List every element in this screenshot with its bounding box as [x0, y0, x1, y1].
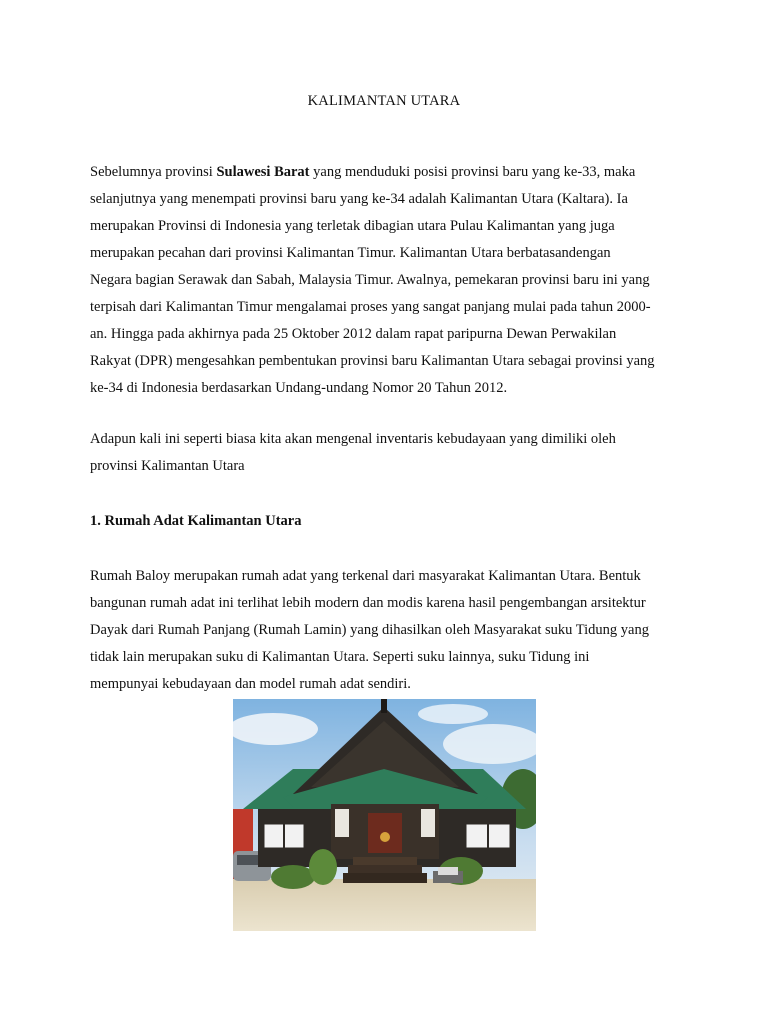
- paragraph-line: an. Hingga pada akhirnya pada 25 Oktober 2012 dalam rapat paripurna Dewan Perwakilan: [90, 326, 617, 342]
- paragraph-line: bangunan rumah adat ini terlihat lebih modern dan modis karena hasil pengembangan arsitektur: [90, 595, 646, 611]
- paragraph-line: terpisah dari Kalimantan Timur mengalamai proses yang sangat panjang mulai pada tahun 2000-: [90, 299, 651, 315]
- paragraph-line: merupakan Provinsi di Indonesia yang terletak dibagian utara Pulau Kalimantan yang juga: [90, 218, 615, 234]
- rumah-baloy-photo: [233, 699, 536, 931]
- paragraph-line: ke-34 di Indonesia berdasarkan Undang-undang Nomor 20 Tahun 2012.: [90, 380, 508, 396]
- paragraph-line: Negara bagian Serawak dan Sabah, Malaysia Timur. Awalnya, pemekaran provinsi baru ini yang: [90, 272, 650, 288]
- text-run: Sebelumnya provinsi: [90, 164, 217, 180]
- paragraph-line: Adapun kali ini seperti biasa kita akan mengenal inventaris kebudayaan yang dimiliki oleh: [90, 431, 616, 447]
- paragraph-line: Rakyat (DPR) mengesahkan pembentukan provinsi baru Kalimantan Utara sebagai provinsi yang: [90, 353, 655, 369]
- text-run: yang menduduki posisi provinsi baru yang ke-33, maka: [309, 164, 636, 180]
- bold-text-sulawesi-barat: Sulawesi Barat: [216, 164, 310, 180]
- paragraph-line: tidak lain merupakan suku di Kalimantan Utara. Seperti suku lainnya, suku Tidung ini: [90, 649, 590, 665]
- rumah-adat-paragraph: [90, 563, 690, 698]
- paragraph-line: Dayak dari Rumah Panjang (Rumah Lamin) yang dihasilkan oleh Masyarakat suku Tidung yang: [90, 622, 649, 638]
- section-heading-text: 1. Rumah Adat Kalimantan Utara: [90, 513, 302, 529]
- paragraph-line: provinsi Kalimantan Utara: [90, 458, 245, 474]
- paragraph-line: selanjutnya yang menempati provinsi baru yang ke-34 adalah Kalimantan Utara (Kaltara). Ia: [90, 191, 628, 207]
- paragraph-line: [90, 159, 690, 186]
- paragraph-line: Rumah Baloy merupakan rumah adat yang terkenal dari masyarakat Kalimantan Utara. Bentuk: [90, 568, 641, 584]
- section-heading: [90, 508, 690, 535]
- paragraph-line: merupakan pecahan dari provinsi Kalimantan Timur. Kalimantan Utara berbatasandengan: [90, 245, 611, 261]
- intro-paragraph: [90, 159, 690, 402]
- document-title: KALIMANTAN UTARA: [307, 93, 461, 109]
- paragraph-line: mempunyai kebudayaan dan model rumah adat sendiri.: [90, 676, 411, 692]
- culture-intro-paragraph: [90, 426, 690, 480]
